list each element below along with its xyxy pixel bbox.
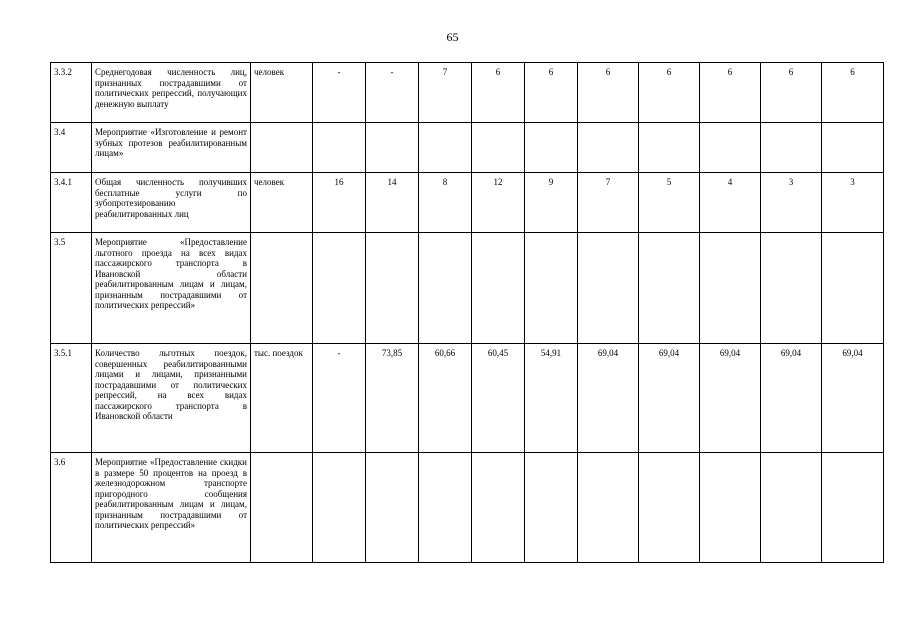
value-cell bbox=[525, 233, 578, 344]
value-cell bbox=[761, 123, 822, 173]
value-cell bbox=[761, 453, 822, 563]
value-cell bbox=[822, 453, 884, 563]
value-cell bbox=[578, 123, 639, 173]
value-cell: 9 bbox=[525, 173, 578, 233]
value-cell bbox=[419, 123, 472, 173]
indicators-table bbox=[50, 62, 884, 563]
table-row bbox=[51, 173, 884, 233]
value-cell bbox=[822, 123, 884, 173]
value-cell bbox=[525, 123, 578, 173]
indicator-name: Общая численность получивших бесплатные услуги по зубопротезированию реабилитированных лиц bbox=[92, 173, 251, 233]
value-cell: 6 bbox=[472, 63, 525, 123]
row-number: 3.5 bbox=[51, 233, 92, 344]
value-cell bbox=[366, 123, 419, 173]
value-cell: 69,04 bbox=[761, 344, 822, 453]
indicator-name: Мероприятие «Предоставление льготного проезда на всех видах пассажирского транспорта в Ивановской области реабилитированным лицам и лицам, признанным пострадавшими от политических репрессий» bbox=[92, 233, 251, 344]
value-cell bbox=[578, 453, 639, 563]
value-cell: 16 bbox=[313, 173, 366, 233]
value-cell bbox=[761, 233, 822, 344]
value-cell: 6 bbox=[700, 63, 761, 123]
unit-of-measure bbox=[251, 123, 313, 173]
page-number: 65 bbox=[446, 30, 459, 44]
table-row bbox=[51, 453, 884, 563]
value-cell: 6 bbox=[578, 63, 639, 123]
indicator-name: Количество льготных поездок, совершенных реабилитированными лицами и лицами, признанными пострадавшими от политических репрессий, на всех видах пассажирского транспорта в Ивановской области bbox=[92, 344, 251, 453]
row-number: 3.4 bbox=[51, 123, 92, 173]
unit-of-measure: человек bbox=[251, 63, 313, 123]
value-cell: 6 bbox=[525, 63, 578, 123]
unit-of-measure: тыс. поездок bbox=[251, 344, 313, 453]
value-cell: 6 bbox=[761, 63, 822, 123]
value-cell bbox=[700, 123, 761, 173]
row-number: 3.5.1 bbox=[51, 344, 92, 453]
value-cell bbox=[525, 453, 578, 563]
value-cell: 4 bbox=[700, 173, 761, 233]
value-cell: 5 bbox=[639, 173, 700, 233]
indicator-name: Среднегодовая численность лиц, признанных пострадавшими от политических репрессий, получающих денежную выплату bbox=[92, 63, 251, 123]
value-cell bbox=[419, 233, 472, 344]
value-cell bbox=[472, 123, 525, 173]
table-row bbox=[51, 233, 884, 344]
indicator-name: Мероприятие «Предоставление скидки в размере 50 процентов на проезд в железнодорожном транспорте пригородного сообщения реабилитированным лицам и лицам, признанным пострадавшими от политических репрессий» bbox=[92, 453, 251, 563]
value-cell: - bbox=[366, 63, 419, 123]
value-cell: 7 bbox=[419, 63, 472, 123]
value-cell: 8 bbox=[419, 173, 472, 233]
table-row bbox=[51, 123, 884, 173]
value-cell bbox=[313, 233, 366, 344]
unit-of-measure: человек bbox=[251, 173, 313, 233]
value-cell: 60,45 bbox=[472, 344, 525, 453]
value-cell: 69,04 bbox=[822, 344, 884, 453]
value-cell bbox=[822, 233, 884, 344]
value-cell bbox=[578, 233, 639, 344]
value-cell: 54,91 bbox=[525, 344, 578, 453]
value-cell: 6 bbox=[822, 63, 884, 123]
value-cell: 69,04 bbox=[700, 344, 761, 453]
value-cell bbox=[700, 453, 761, 563]
value-cell bbox=[366, 233, 419, 344]
value-cell: - bbox=[313, 344, 366, 453]
value-cell: 73,85 bbox=[366, 344, 419, 453]
value-cell bbox=[472, 453, 525, 563]
value-cell: 69,04 bbox=[578, 344, 639, 453]
value-cell: 60,66 bbox=[419, 344, 472, 453]
value-cell: 69,04 bbox=[639, 344, 700, 453]
row-number: 3.6 bbox=[51, 453, 92, 563]
row-number: 3.4.1 bbox=[51, 173, 92, 233]
table-row bbox=[51, 63, 884, 123]
value-cell: 14 bbox=[366, 173, 419, 233]
value-cell bbox=[639, 453, 700, 563]
value-cell: 7 bbox=[578, 173, 639, 233]
value-cell bbox=[639, 123, 700, 173]
value-cell bbox=[419, 453, 472, 563]
unit-of-measure bbox=[251, 453, 313, 563]
value-cell: 3 bbox=[822, 173, 884, 233]
row-number: 3.3.2 bbox=[51, 63, 92, 123]
value-cell: 12 bbox=[472, 173, 525, 233]
value-cell bbox=[313, 123, 366, 173]
value-cell: 3 bbox=[761, 173, 822, 233]
value-cell bbox=[700, 233, 761, 344]
value-cell: 6 bbox=[639, 63, 700, 123]
value-cell bbox=[472, 233, 525, 344]
value-cell bbox=[313, 453, 366, 563]
table-row bbox=[51, 344, 884, 453]
value-cell: - bbox=[313, 63, 366, 123]
unit-of-measure bbox=[251, 233, 313, 344]
value-cell bbox=[366, 453, 419, 563]
value-cell bbox=[639, 233, 700, 344]
indicator-name: Мероприятие «Изготовление и ремонт зубных протезов реабилитированным лицам» bbox=[92, 123, 251, 173]
